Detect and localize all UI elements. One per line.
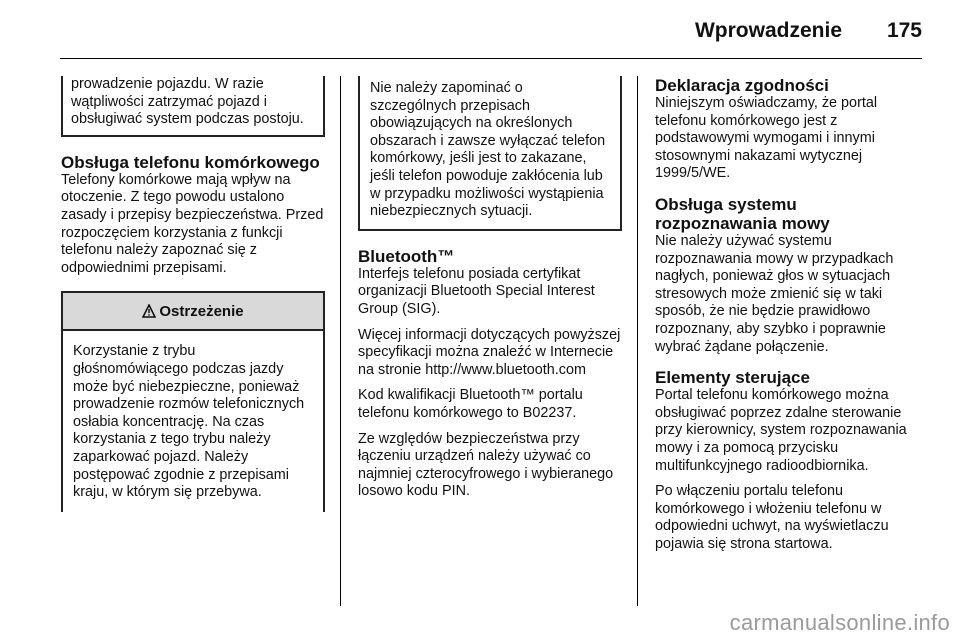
bluetooth-paragraph-2: Więcej informacji dotyczących powyższej specyfikacji można znaleźć w Internecie na stronie http://www.bluetooth.com — [358, 326, 621, 378]
column-divider-2 — [637, 76, 638, 606]
section-declaration — [655, 76, 923, 183]
section-text: Telefony komórkowe mają wpływ na otoczenie. Z tego powodu ustalono zasady i przepisy bezpieczeństwa. Przed rozpoczęciem korzystania z funkcji telefonu należy zapoznać się z odpowiednimi przepisami. — [61, 171, 324, 276]
bluetooth-heading: Bluetooth™ — [358, 246, 455, 266]
column-1 — [61, 76, 325, 512]
section-bluetooth — [358, 247, 622, 501]
bluetooth-paragraph-4: Ze względów bezpieczeństwa przy łączeniu urządzeń należy używać co najmniej czterocyfrowego i wybieranego losowo kodu PIN. — [358, 430, 614, 500]
page-header — [0, 0, 960, 56]
section-phone-usage — [61, 153, 325, 278]
warning-text: Korzystanie z trybu głośnomówiącego podczas jazdy może być niebezpieczne, ponieważ prowadzenie rozmów telefonicznych osłabia koncentrację. Na czas korzystania z tego trybu należy zaparkować pojazd. Należy postępować zgodnie z przepisami kraju, w którym się przebywa. — [73, 343, 305, 501]
page-number: 175 — [886, 19, 922, 42]
section-voice-recognition — [655, 195, 923, 356]
page-title: Wprowadzenie — [694, 19, 842, 42]
controls-paragraph-1: Portal telefonu komórkowego można obsługiwać poprzez zdalne sterowanie przy kierownicy, system rozpoznawania mowy i za pomocą przycisku multifunkcyjnego radioodbiornika. — [655, 387, 907, 474]
warning-header — [63, 293, 323, 331]
section-heading: Obsługa telefonu komórkowego — [61, 152, 320, 172]
declaration-heading: Deklaracja zgodności — [655, 76, 829, 95]
bluetooth-paragraph-1: Interfejs telefonu posiada certyfikat organizacji Bluetooth Special Interest Group (SIG). — [358, 265, 595, 317]
header-rule — [60, 58, 922, 59]
regulations-text: Nie należy zapominać o szczególnych przepisach obowiązujących na określonych obszarach i zawsze wyłączać telefon komórkowy, jeśli jest to zakazane, jeśli telefon powoduje zakłócenia lub w przypadku możliwości wystąpienia niebezpiecznych sytuacji. — [370, 80, 606, 220]
column-3 — [655, 76, 923, 553]
controls-heading: Elementy sterujące — [655, 368, 810, 388]
column-divider-1 — [340, 76, 341, 606]
section-controls — [655, 368, 923, 553]
declaration-text: Niniejszym oświadczamy, że portal telefonu komórkowego jest z podstawowymi wymogami i innymi stosownymi nakazami wytycznej 1999/5/WE. — [655, 95, 878, 182]
voice-text: Nie należy używać systemu rozpoznawania mowy w przypadkach nagłych, ponieważ głos w sytuacjach stresowych może zmienić się w taki sposób, że nie będzie prawidłowo rozpoznany, aby szybko i poprawnie wybrać żądane połączenie. — [655, 232, 894, 355]
continued-warning-text: prowadzenie pojazdu. W razie wątpliwości zatrzymać pojazd i obsługiwać system podczas postoju. — [71, 76, 304, 128]
controls-paragraph-2: Po włączeniu portalu telefonu komórkowego i włożeniu telefonu w odpowiedni uchwyt, na wyświetlaczu pojawia się strona startowa. — [655, 483, 889, 552]
watermark: carmanualsonline.info — [729, 610, 950, 635]
warning-box — [61, 291, 325, 511]
bluetooth-paragraph-3: Kod kwalifikacji Bluetooth™ portalu telefonu komórkowego to B02237. — [358, 387, 583, 421]
column-2 — [358, 76, 622, 501]
continued-warning-box — [61, 76, 325, 137]
warning-body — [63, 331, 323, 511]
warning-triangle-icon — [142, 304, 156, 318]
warning-title: Ostrzeżenie — [159, 302, 244, 320]
voice-heading: Obsługa systemu rozpoznawania mowy — [655, 194, 830, 233]
regulations-box — [358, 76, 622, 231]
